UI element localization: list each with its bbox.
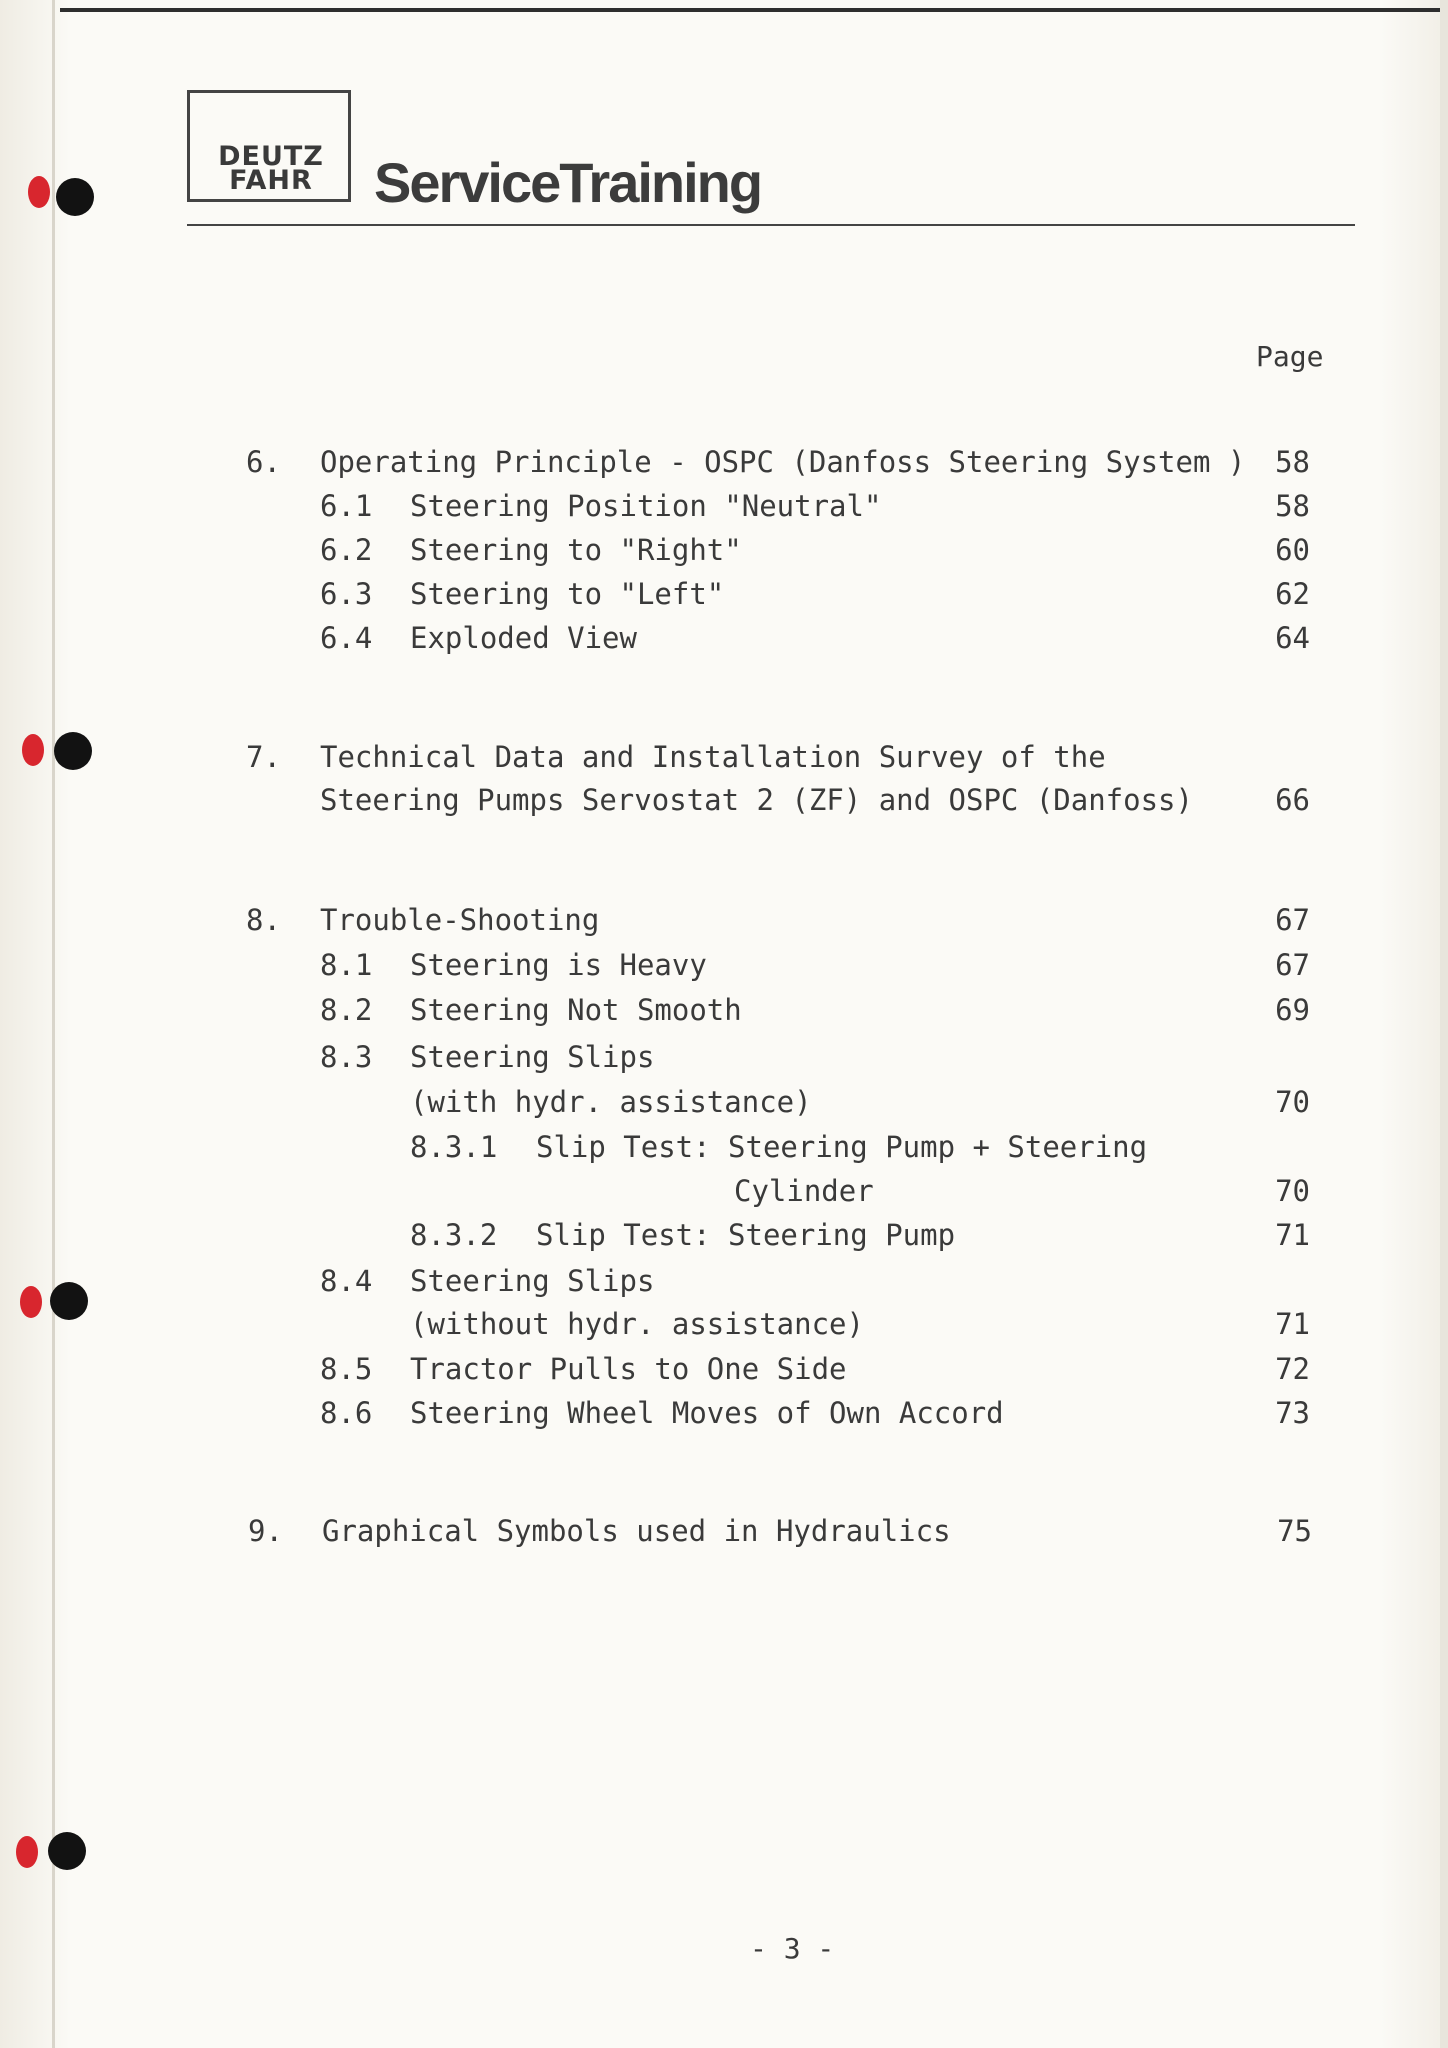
toc-page: 67	[1275, 903, 1310, 937]
toc-number: 6.1	[320, 489, 373, 523]
toc-page: 66	[1275, 783, 1310, 817]
toc-title-continued: Steering Pumps Servostat 2 (ZF) and OSPC (Danfoss)	[320, 783, 1193, 817]
toc-number: 8.3	[320, 1040, 373, 1074]
toc-title: Steering Not Smooth	[410, 993, 742, 1027]
toc-number: 6.2	[320, 533, 373, 567]
toc-page: 70	[1275, 1085, 1310, 1119]
toc-number: 6.3	[320, 577, 373, 611]
toc-number: 8.6	[320, 1396, 373, 1430]
toc-page: 67	[1275, 948, 1310, 982]
header-divider	[187, 224, 1355, 226]
toc-page: 60	[1275, 533, 1310, 567]
toc-number: 8.3.2	[410, 1218, 498, 1252]
logo-line-2: FAHR	[229, 165, 313, 196]
page-column-label: Page	[1256, 340, 1324, 373]
toc-title-continued: (with hydr. assistance)	[410, 1085, 812, 1119]
toc-number: 8.	[246, 903, 281, 937]
toc-page: 71	[1275, 1218, 1310, 1252]
page-top-edge	[60, 8, 1448, 12]
toc-page: 58	[1275, 445, 1310, 479]
toc-title: Slip Test: Steering Pump + Steering	[536, 1130, 1148, 1164]
toc-title: Slip Test: Steering Pump	[536, 1218, 956, 1252]
punch-hole-marker	[22, 734, 44, 766]
toc-title-continued: Cylinder	[734, 1174, 874, 1208]
logo-line-1: DEUTZ	[218, 141, 324, 172]
toc-page: 70	[1275, 1174, 1310, 1208]
toc-page: 58	[1275, 489, 1310, 523]
toc-title: Graphical Symbols used in Hydraulics	[322, 1514, 951, 1548]
toc-title-continued: (without hydr. assistance)	[410, 1307, 864, 1341]
toc-title: Steering Wheel Moves of Own Accord	[410, 1396, 1004, 1430]
toc-title: Steering Position "Neutral"	[410, 489, 882, 523]
punch-hole	[50, 1282, 88, 1320]
toc-title: Steering Slips	[410, 1264, 655, 1298]
punch-hole	[56, 178, 94, 216]
punch-hole-marker	[16, 1836, 38, 1868]
service-training-title: ServiceTraining	[374, 151, 762, 214]
punch-hole-marker	[28, 176, 50, 208]
toc-title: Exploded View	[410, 621, 637, 655]
toc-title: Tractor Pulls to One Side	[410, 1352, 847, 1386]
punch-hole	[54, 732, 92, 770]
toc-number: 9.	[248, 1514, 283, 1548]
page-right-edge	[1440, 0, 1448, 2048]
punch-hole-marker	[20, 1286, 42, 1318]
deutz-fahr-logo	[187, 90, 351, 202]
toc-number: 8.4	[320, 1264, 373, 1298]
toc-number: 8.5	[320, 1352, 373, 1386]
toc-title: Technical Data and Installation Survey of the	[320, 740, 1106, 774]
toc-title: Steering Slips	[410, 1040, 655, 1074]
logo-text	[196, 141, 346, 196]
punch-hole	[48, 1832, 86, 1870]
toc-number: 7.	[246, 740, 281, 774]
toc-number: 8.2	[320, 993, 373, 1027]
binder-edge	[52, 0, 55, 2048]
toc-page: 64	[1275, 621, 1310, 655]
toc-page: 75	[1277, 1514, 1312, 1548]
toc-title: Steering to "Left"	[410, 577, 725, 611]
toc-title: Steering to "Right"	[410, 533, 742, 567]
toc-page: 62	[1275, 577, 1310, 611]
toc-title: Steering is Heavy	[410, 948, 707, 982]
toc-page: 73	[1275, 1396, 1310, 1430]
page-number: - 3 -	[750, 1932, 835, 1965]
toc-title: Operating Principle - OSPC (Danfoss Steering System )	[320, 445, 1246, 479]
toc-page: 69	[1275, 993, 1310, 1027]
toc-page: 71	[1275, 1307, 1310, 1341]
toc-number: 8.1	[320, 948, 373, 982]
toc-page: 72	[1275, 1352, 1310, 1386]
toc-title: Trouble-Shooting	[320, 903, 600, 937]
toc-number: 6.4	[320, 621, 373, 655]
toc-number: 6.	[246, 445, 281, 479]
toc-number: 8.3.1	[410, 1130, 498, 1164]
